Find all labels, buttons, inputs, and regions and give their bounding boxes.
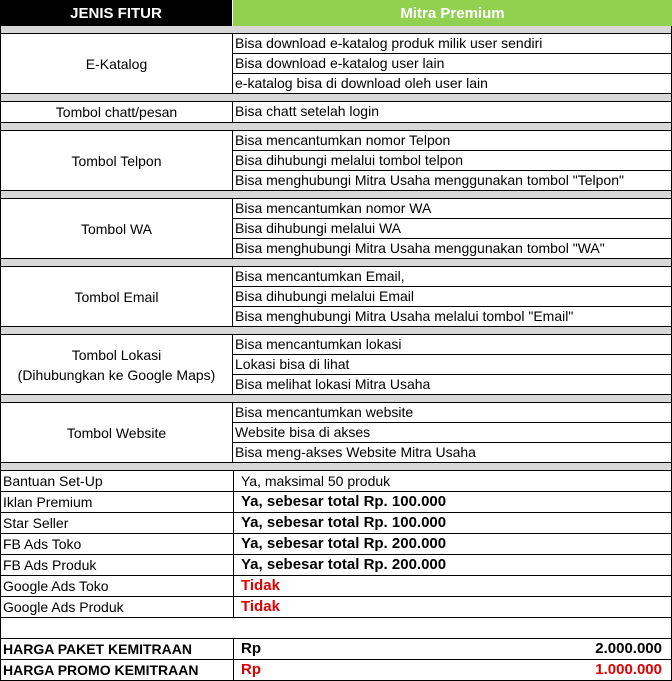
feature-group (0, 34, 672, 94)
extra-feature-name: Google Ads Produk (1, 597, 234, 617)
feature-name-line: (Dihubungkan ke Google Maps) (17, 366, 216, 383)
extra-feature-row (0, 513, 672, 534)
group-separator (0, 191, 672, 199)
extra-feature-name: Iklan Premium (1, 492, 234, 512)
feature-detail: Bisa dihubungi melalui WA (233, 219, 671, 239)
feature-name-line: Tombol Website (66, 424, 167, 441)
feature-name (1, 131, 233, 190)
feature-detail: Bisa melihat lokasi Mitra Usaha (235, 376, 431, 392)
extra-feature-value: Ya, sebesar total Rp. 100.000 (241, 514, 447, 531)
feature-name-line: Tombol chatt/pesan (55, 104, 178, 120)
feature-detail: Website bisa di akses (233, 423, 671, 443)
feature-detail: Bisa mencantumkan website (233, 403, 671, 423)
package-price-amount: 2.000.000 (595, 640, 662, 657)
feature-name-line: Tombol WA (80, 220, 153, 237)
feature-details (233, 34, 671, 93)
extra-feature-value: Ya, maksimal 50 produk (241, 473, 391, 489)
extra-feature-value: Ya, sebesar total Rp. 200.000 (241, 535, 447, 552)
package-price-currency: Rp (241, 640, 261, 657)
promo-price-currency: Rp (241, 661, 261, 678)
feature-group (0, 403, 672, 463)
feature-detail: Bisa download e-katalog user lain (233, 54, 671, 74)
extra-feature-name: Google Ads Toko (1, 576, 234, 596)
header-plan-name: Mitra Premium (232, 0, 672, 26)
feature-detail: Bisa menghubungi Mitra Usaha menggunakan tombol "Telpon" (235, 172, 624, 188)
feature-details (233, 131, 671, 190)
feature-name-line: Tombol Lokasi (71, 346, 162, 363)
extra-feature-value: Ya, sebesar total Rp. 200.000 (241, 556, 447, 573)
extra-feature-name: FB Ads Toko (1, 534, 234, 554)
feature-group (0, 267, 672, 327)
group-separator (0, 26, 672, 34)
extra-feature-row (0, 471, 672, 492)
feature-name (1, 335, 233, 394)
feature-group (0, 335, 672, 395)
feature-name-line: Tombol Email (74, 288, 159, 305)
feature-details (233, 102, 671, 122)
feature-detail: Bisa menghubungi Mitra Usaha melalui tombol "Email" (235, 308, 574, 324)
feature-detail: Bisa mencantumkan nomor Telpon (233, 131, 671, 151)
group-separator (0, 327, 672, 335)
feature-group (0, 131, 672, 191)
package-price-row (0, 639, 672, 660)
extra-feature-name: FB Ads Produk (1, 555, 234, 575)
extra-feature-row (0, 492, 672, 513)
package-price-label: HARGA PAKET KEMITRAAN (1, 639, 234, 659)
extra-feature-row (0, 576, 672, 597)
group-separator (0, 395, 672, 403)
feature-groups (0, 26, 672, 471)
feature-detail: Bisa mencantumkan lokasi (233, 335, 671, 355)
group-separator (0, 463, 672, 471)
extra-feature-row (0, 597, 672, 618)
feature-detail: Bisa chatt setelah login (235, 103, 379, 119)
extra-feature-row (0, 555, 672, 576)
feature-detail: Bisa dihubungi melalui Email (233, 287, 671, 307)
header-feature-type: JENIS FITUR (0, 0, 232, 26)
header-row (0, 0, 672, 26)
extra-feature-value: Ya, sebesar total Rp. 100.000 (241, 493, 447, 510)
group-separator (0, 123, 672, 131)
feature-detail: Bisa meng-akses Website Mitra Usaha (235, 444, 476, 460)
extra-feature-value: Tidak (241, 577, 280, 594)
feature-name-line: Tombol Telpon (71, 152, 162, 169)
extra-features (0, 471, 672, 618)
feature-details (233, 403, 671, 462)
feature-name (1, 199, 233, 258)
promo-price-row (0, 660, 672, 681)
extra-feature-row (0, 534, 672, 555)
feature-name (1, 267, 233, 326)
feature-detail: Bisa menghubungi Mitra Usaha menggunakan tombol "WA" (235, 240, 605, 256)
group-separator (0, 94, 672, 102)
feature-detail: Bisa mencantumkan Email, (233, 267, 671, 287)
feature-name (1, 102, 233, 122)
feature-details (233, 267, 671, 326)
feature-detail: e-katalog bisa di download oleh user lain (235, 75, 488, 91)
feature-details (233, 335, 671, 394)
promo-price-amount: 1.000.000 (595, 661, 662, 678)
feature-name (1, 403, 233, 462)
feature-detail: Lokasi bisa di lihat (233, 355, 671, 375)
extra-feature-name: Star Seller (1, 513, 234, 533)
feature-group (0, 199, 672, 259)
feature-name-line: E-Katalog (85, 55, 148, 72)
blank-row (0, 618, 672, 639)
feature-detail: Bisa dihubungi melalui tombol telpon (233, 151, 671, 171)
feature-details (233, 199, 671, 258)
promo-price-label: HARGA PROMO KEMITRAAN (1, 660, 234, 680)
feature-group (0, 102, 672, 123)
extra-feature-value: Tidak (241, 598, 280, 615)
group-separator (0, 259, 672, 267)
feature-name (1, 34, 233, 93)
feature-detail: Bisa mencantumkan nomor WA (233, 199, 671, 219)
feature-detail: Bisa download e-katalog produk milik user sendiri (233, 34, 671, 54)
extra-feature-name: Bantuan Set-Up (1, 471, 234, 491)
